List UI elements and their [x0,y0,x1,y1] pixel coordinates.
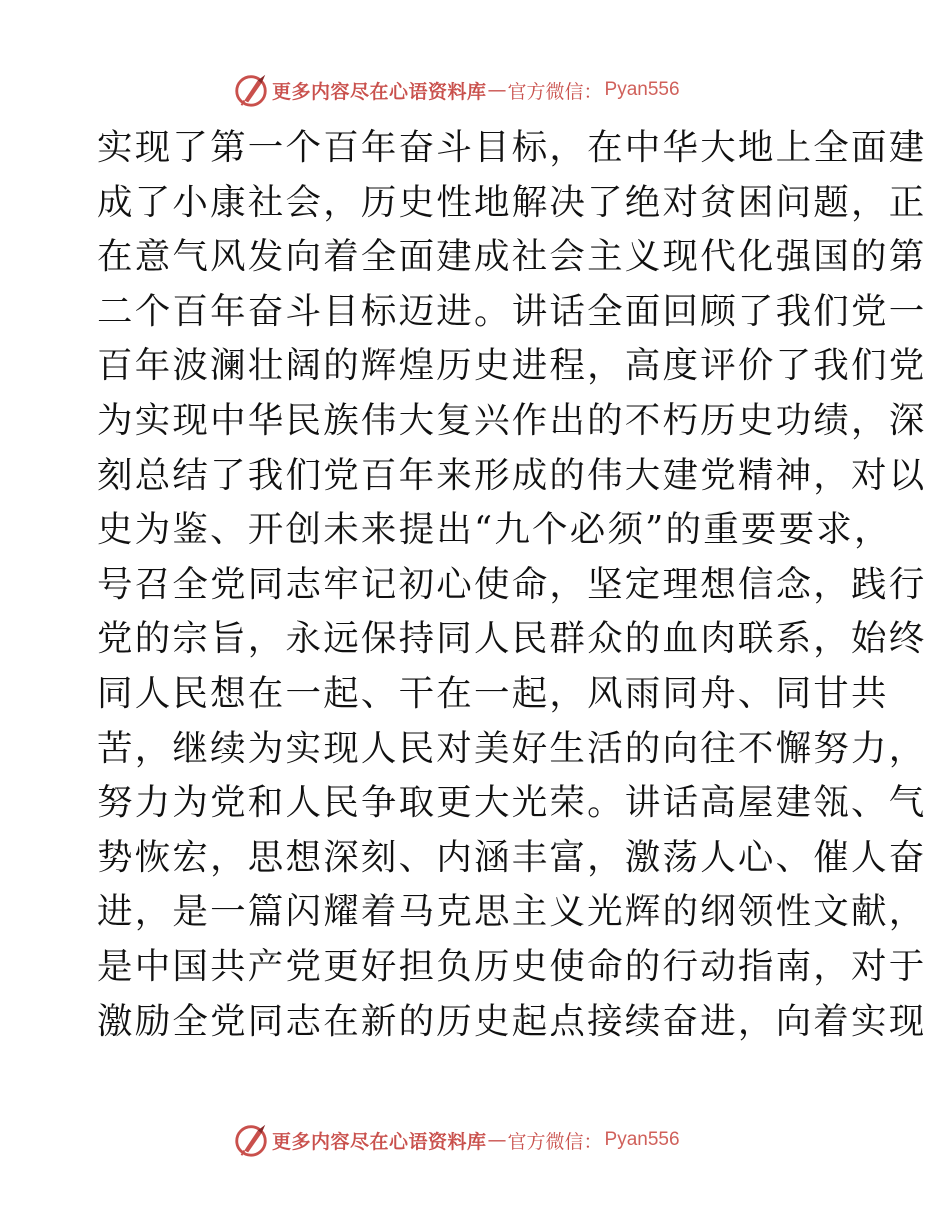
text-line: 刻总结了我们党百年来形成的伟大建党精神，对以 [97,454,927,496]
text-line: 是中国共产党更好担负历史使命的行动指南，对于 [97,945,927,987]
banner-brand-text: 更多内容尽在心语资料库 [272,80,487,103]
text-line: 史为鉴、开创未来提出“九个必须”的重要要求， [97,509,892,551]
banner-wechat-account: Pyan556 [604,1129,680,1150]
text-line: 努力为党和人民争取更大光荣。讲话高屋建瓴、气 [97,782,927,824]
text-line: 实现了第一个百年奋斗目标，在中华大地上全面建 [97,127,927,168]
header-watermark-banner [232,70,680,110]
banner-dash: — [487,1129,507,1151]
text-line: 同人民想在一起、干在一起，风雨同舟、同甘共 [97,672,889,714]
text-line: 进，是一篇闪耀着马克思主义光辉的纲领性文献， [97,891,927,933]
text-line: 成了小康社会，历史性地解决了绝对贫困问题，正 [97,181,927,223]
text-line: 党的宗旨，永远保持同人民群众的血肉联系，始终 [97,618,927,660]
text-line: 为实现中华民族伟大复兴作出的不朽历史功绩，深 [97,399,927,441]
text-line: 在意气风发向着全面建成社会主义现代化强国的第 [97,236,927,278]
quill-pen-logo-icon [232,71,270,109]
text-line: 激励全党同志在新的历史起点接续奋进，向着实现 [97,1000,927,1042]
body-paragraph [97,121,927,1049]
quill-pen-logo-icon [232,1121,270,1159]
banner-brand-text: 更多内容尽在心语资料库 [272,1130,487,1153]
banner-wechat-account: Pyan556 [604,79,680,100]
banner-wechat-label: 官方微信： [507,1130,603,1153]
text-line: 百年波澜壮阔的辉煌历史进程，高度评价了我们党 [97,345,927,387]
text-line: 二个百年奋斗目标迈进。讲话全面回顾了我们党一 [97,290,927,332]
text-line: 势恢宏，思想深刻、内涵丰富，激荡人心、催人奋 [97,836,927,878]
text-line: 苦，继续为实现人民对美好生活的向往不懈努力， [97,727,927,769]
footer-watermark-banner [232,1120,680,1160]
banner-wechat-label: 官方微信： [507,80,603,103]
banner-dash: — [487,79,507,101]
text-line: 号召全党同志牢记初心使命，坚定理想信念，践行 [97,563,927,605]
